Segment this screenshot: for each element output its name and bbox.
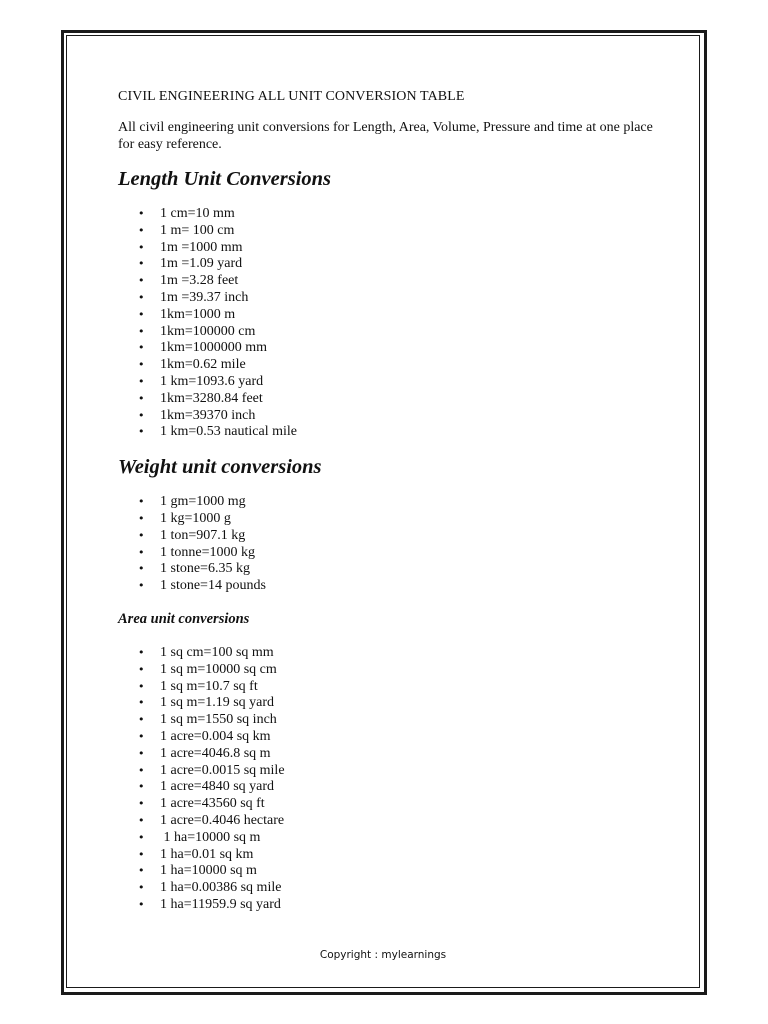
list-item: • 1 ha=11959.9 sq yard	[138, 897, 658, 914]
length-conversion-list	[118, 206, 658, 441]
list-item: • 1 cm=10 mm	[138, 206, 658, 223]
list-item: • 1km=0.62 mile	[138, 357, 658, 374]
list-item: • 1 ha=10000 sq m	[138, 830, 658, 847]
list-item: • 1 kg=1000 g	[138, 511, 658, 528]
list-item: • 1m =1.09 yard	[138, 256, 658, 273]
list-item: • 1km=3280.84 feet	[138, 391, 658, 408]
list-item: • 1 sq m=1.19 sq yard	[138, 695, 658, 712]
list-item: • 1 sq m=10000 sq cm	[138, 662, 658, 679]
list-item: • 1 km=0.53 nautical mile	[138, 424, 658, 441]
document-body	[118, 88, 658, 914]
list-item: • 1 gm=1000 mg	[138, 494, 658, 511]
list-item: • 1 ha=0.01 sq km	[138, 847, 658, 864]
list-item: • 1 ha=10000 sq m	[138, 863, 658, 880]
intro-paragraph: All civil engineering unit conversions for Length, Area, Volume, Pressure and time at one place for easy reference.	[118, 120, 653, 152]
list-item: • 1 km=1093.6 yard	[138, 374, 658, 391]
list-item: • 1 ha=0.00386 sq mile	[138, 880, 658, 897]
length-section-heading: Length Unit Conversions	[118, 168, 332, 190]
list-item: • 1 acre=0.0015 sq mile	[138, 763, 658, 780]
list-item: • 1 sq cm=100 sq mm	[138, 645, 658, 662]
list-item: • 1 stone=6.35 kg	[138, 561, 658, 578]
list-item: • 1km=1000 m	[138, 307, 658, 324]
list-item: • 1 stone=14 pounds	[138, 578, 658, 595]
list-item: • 1 tonne=1000 kg	[138, 545, 658, 562]
list-item: • 1km=1000000 mm	[138, 340, 658, 357]
list-item: • 1 acre=0.4046 hectare	[138, 813, 658, 830]
list-item: • 1 acre=4046.8 sq m	[138, 746, 658, 763]
list-item: • 1m =1000 mm	[138, 240, 658, 257]
list-item: • 1 sq m=1550 sq inch	[138, 712, 658, 729]
weight-section-heading: Weight unit conversions	[118, 456, 322, 479]
copyright-footer: Copyright : mylearnings	[319, 949, 447, 961]
list-item: • 1 sq m=10.7 sq ft	[138, 679, 658, 696]
document-title: CIVIL ENGINEERING ALL UNIT CONVERSION TABLE	[118, 89, 465, 104]
list-item: • 1 acre=4840 sq yard	[138, 779, 658, 796]
list-item: • 1 acre=43560 sq ft	[138, 796, 658, 813]
list-item: • 1 acre=0.004 sq km	[138, 729, 658, 746]
area-section-heading: Area unit conversions	[118, 610, 250, 627]
list-item: • 1km=39370 inch	[138, 408, 658, 425]
list-item: • 1km=100000 cm	[138, 324, 658, 341]
list-item: • 1 m= 100 cm	[138, 223, 658, 240]
list-item: • 1m =39.37 inch	[138, 290, 658, 307]
list-item: • 1 ton=907.1 kg	[138, 528, 658, 545]
area-conversion-list	[118, 645, 658, 914]
weight-conversion-list	[118, 494, 658, 595]
list-item: • 1m =3.28 feet	[138, 273, 658, 290]
